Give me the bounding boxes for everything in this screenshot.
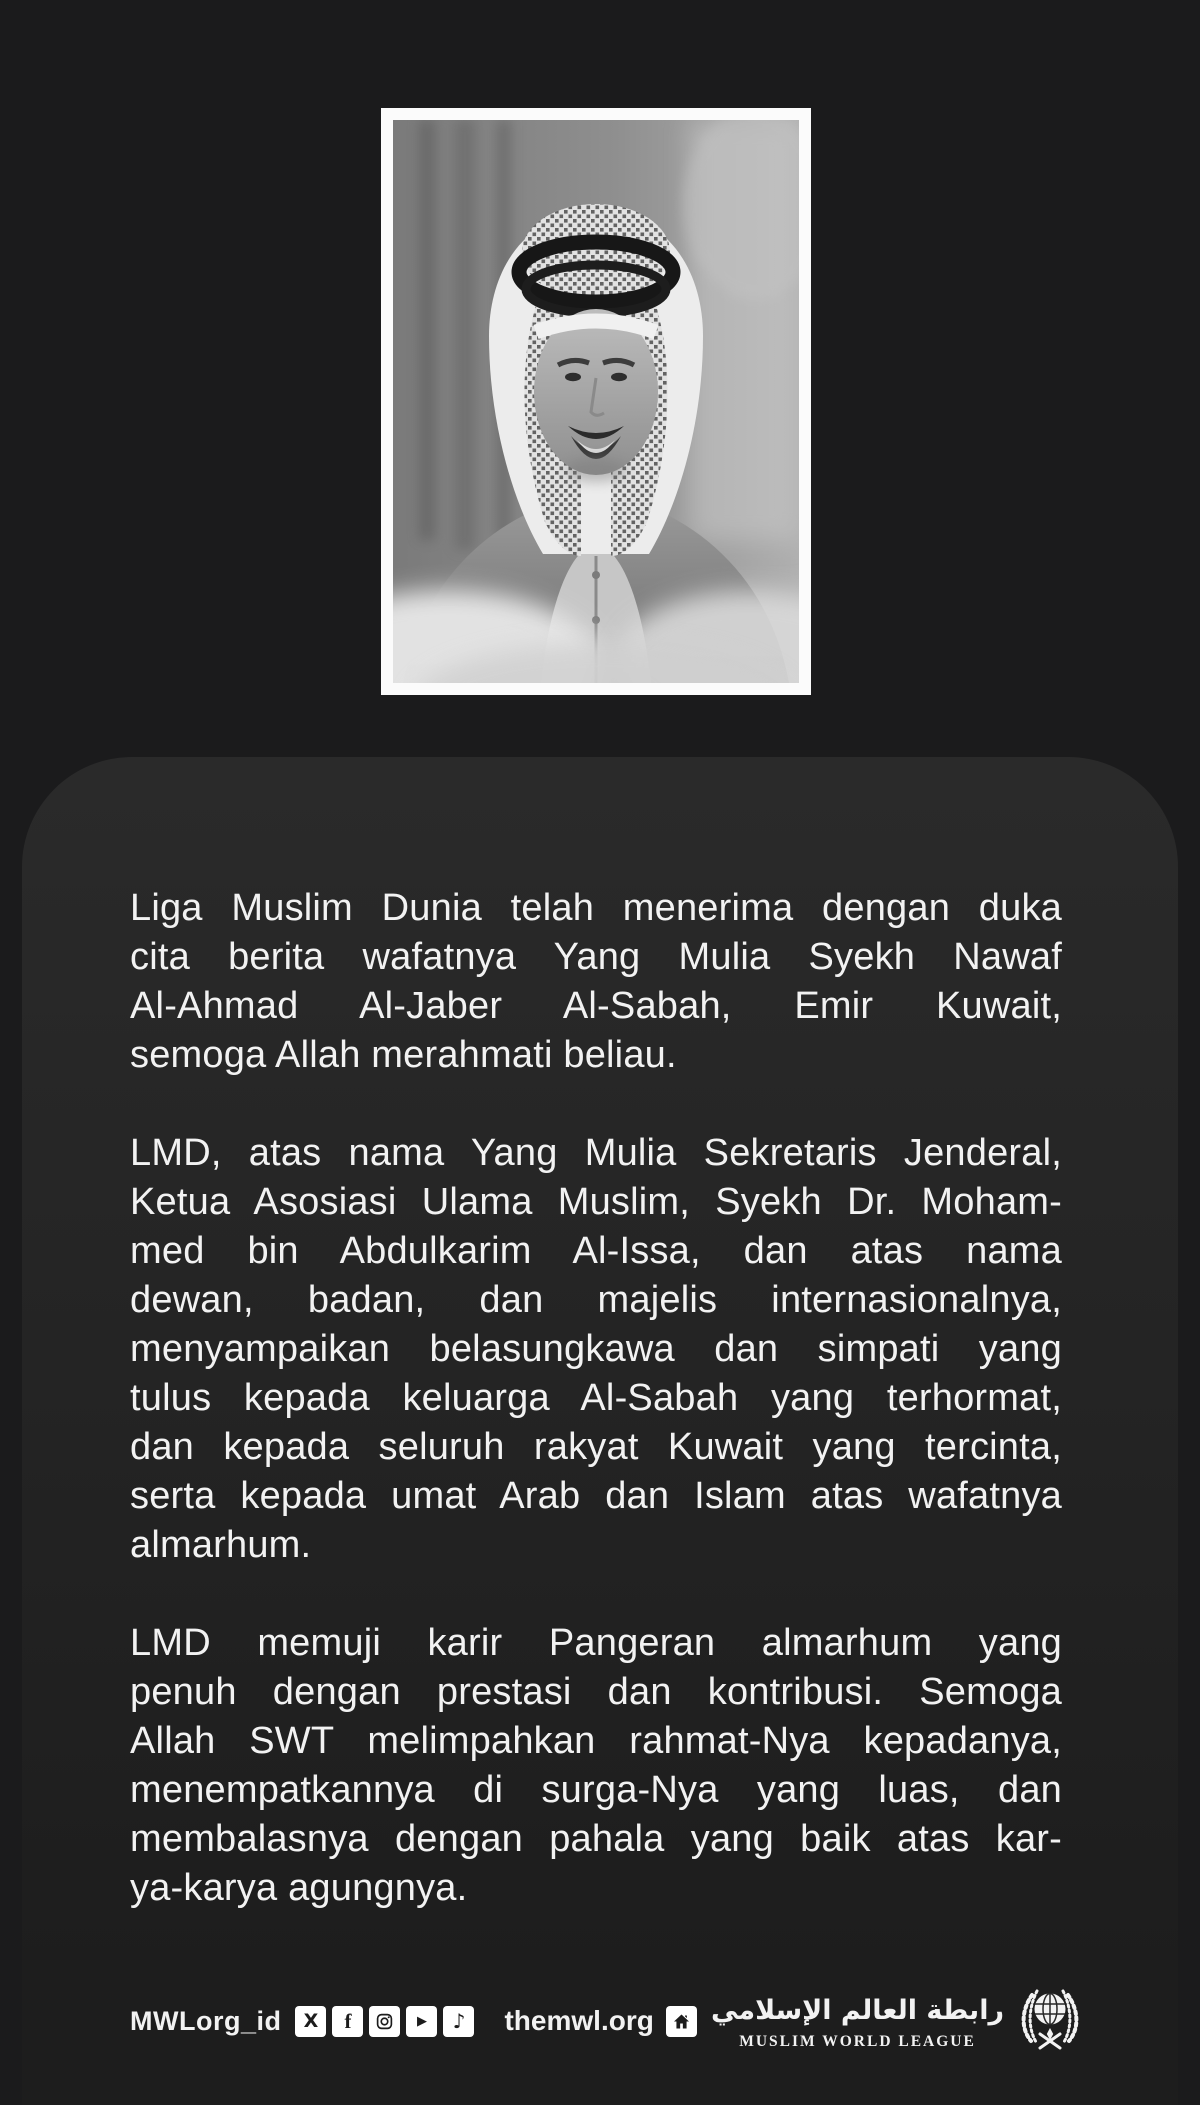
mwl-logo-text <box>711 1991 1004 2051</box>
tiktok-icon[interactable]: ♪ <box>443 2006 474 2037</box>
facebook-icon[interactable]: f <box>332 2006 363 2037</box>
paragraph <box>130 884 1062 1080</box>
home-icon[interactable] <box>666 2006 697 2037</box>
paragraph <box>130 1129 1062 1570</box>
portrait-photo-frame <box>381 108 811 695</box>
mwl-logo-english: MUSLIM WORLD LEAGUE <box>739 2033 976 2050</box>
portrait-photo <box>393 120 799 683</box>
announcement-card <box>22 757 1178 2105</box>
body-line: Al-Ahmad Al-Jaber Al-Sabah, Emir Kuwait, <box>130 985 1062 1027</box>
social-icons <box>295 2006 474 2037</box>
body-line: menyampaikan belasungkawa dan simpati yang <box>130 1328 1062 1370</box>
body-line: dewan, badan, dan majelis internasionalnya, <box>130 1279 1062 1321</box>
body-line: almarhum. <box>130 1524 312 1566</box>
footer-left <box>130 2005 697 2037</box>
social-handle: MWLorg_id <box>130 2005 282 2036</box>
body-line: LMD memuji karir Pangeran almarhum yang <box>130 1622 1062 1664</box>
body-line: LMD, atas nama Yang Mulia Sekretaris Jenderal, <box>130 1132 1062 1174</box>
body-line: Liga Muslim Dunia telah menerima dengan duka <box>130 887 1062 929</box>
body-line: semoga Allah merahmati beliau. <box>130 1034 677 1076</box>
body-line: Allah SWT melimpahkan rahmat-Nya kepadanya, <box>130 1720 1062 1762</box>
website-url[interactable]: themwl.org <box>504 2005 654 2036</box>
body-line: dan kepada seluruh rakyat Kuwait yang tercinta, <box>130 1426 1062 1468</box>
body-line: menempatkannya di surga-Nya yang luas, dan <box>130 1769 1062 1811</box>
footer <box>130 1979 1082 2063</box>
instagram-icon[interactable] <box>369 2006 400 2037</box>
body-line: ya-karya agungnya. <box>130 1867 468 1909</box>
x-icon[interactable]: X <box>295 2006 326 2037</box>
mwl-logo <box>711 1984 1082 2059</box>
body-line: Ketua Asosiasi Ulama Muslim, Syekh Dr. Moham- <box>130 1181 1062 1223</box>
body-line: penuh dengan prestasi dan kontribusi. Semoga <box>130 1671 1062 1713</box>
youtube-icon[interactable]: ▶ <box>406 2006 437 2037</box>
body-line: med bin Abdulkarim Al-Issa, dan atas nama <box>130 1230 1062 1272</box>
body-line: cita berita wafatnya Yang Mulia Syekh Nawaf <box>130 936 1062 978</box>
body-line: serta kepada umat Arab dan Islam atas wafatnya <box>130 1475 1062 1517</box>
mwl-emblem-icon <box>1018 1984 1082 2059</box>
body-paragraphs <box>130 884 1062 1913</box>
body-line: tulus kepada keluarga Al-Sabah yang terhormat, <box>130 1377 1062 1419</box>
body-line: membalasnya dengan pahala yang baik atas kar- <box>130 1818 1062 1860</box>
paragraph <box>130 1619 1062 1913</box>
mwl-logo-arabic: رابطة العالم الإسلامي <box>711 1995 1004 2026</box>
